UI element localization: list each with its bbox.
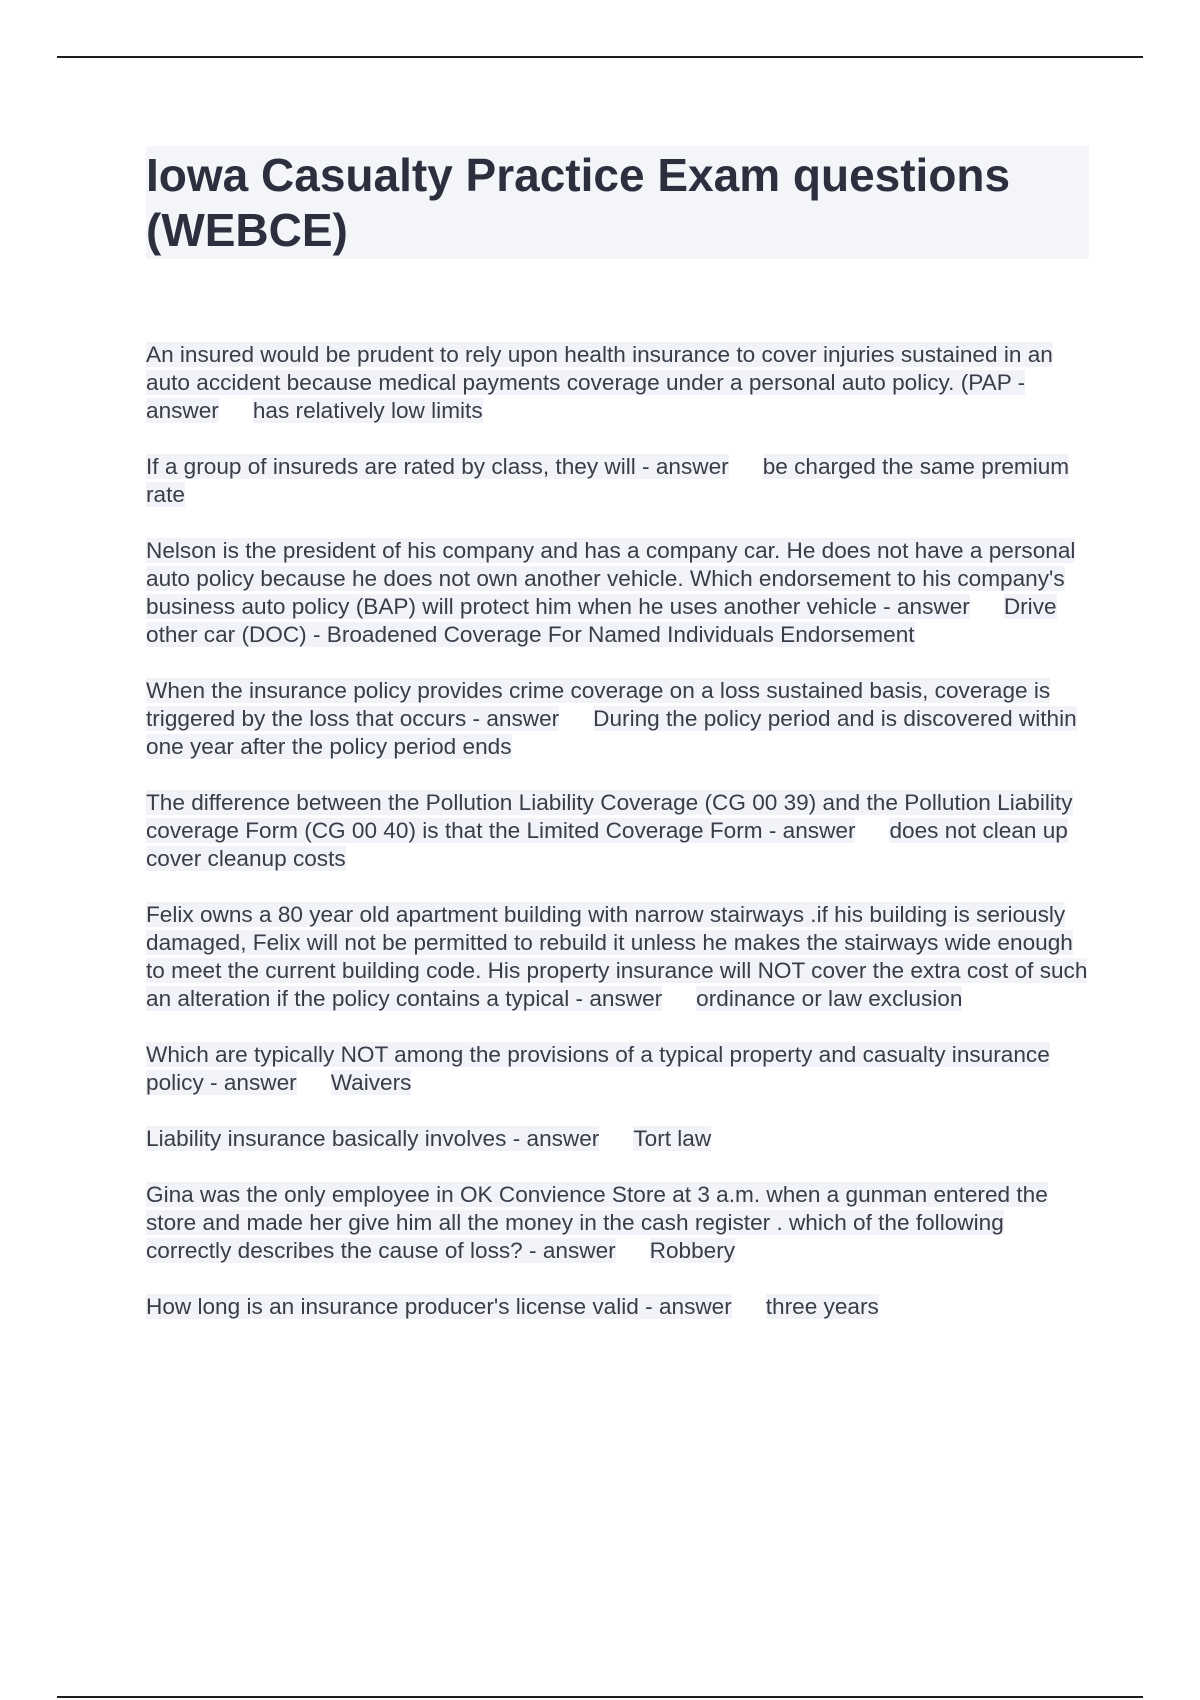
answer-separator: - answer — [466, 706, 560, 731]
question-text: Gina was the only employee in OK Convience Store at 3 a.m. when a gunman entered the store and made her give him all the money in the cash register . which of the following correctly describes the cause of loss? — [146, 1182, 1048, 1263]
answer-text: Tort law — [633, 1126, 712, 1151]
question-text: Liability insurance basically involves — [146, 1126, 507, 1151]
question-text: If a group of insureds are rated by class, they will — [146, 454, 636, 479]
top-rule — [57, 56, 1143, 58]
answer-text: Waivers — [330, 1070, 412, 1095]
answer-text: During the policy period and is discovered within one year after the policy period ends — [146, 706, 1077, 759]
answer-text: does not clean up cover cleanup costs — [146, 818, 1068, 871]
answer-text: has relatively low limits — [252, 398, 483, 423]
answer-separator: - answer — [146, 370, 1026, 423]
qa-item — [146, 677, 1091, 761]
answer-separator: - answer — [569, 986, 663, 1011]
answer-separator: - answer — [876, 594, 970, 619]
question-text: Which are typically NOT among the provisions of a typical property and casualty insurance policy — [146, 1042, 1050, 1095]
question-text: Nelson is the president of his company and has a company car. He does not have a personal auto policy because he does not own another vehicle. Which endorsement to his company's business auto policy (BAP) will protect him when he uses another vehicle — [146, 538, 1076, 619]
qa-item — [146, 1125, 1091, 1153]
qa-list — [146, 341, 1091, 1349]
qa-item — [146, 341, 1091, 425]
answer-text: three years — [765, 1294, 879, 1319]
bottom-rule — [57, 1696, 1143, 1698]
question-text: Felix owns a 80 year old apartment building with narrow stairways .if his building is seriously damaged, Felix will not be permitted to rebuild it unless he makes the stairways wide enough to meet the current building code. His property insurance will NOT cover the extra cost of such an alteration if the policy contains a typical — [146, 902, 1088, 1011]
answer-text: be charged the same premium rate — [146, 454, 1070, 507]
question-text: How long is an insurance producer's license valid — [146, 1294, 639, 1319]
answer-text: ordinance or law exclusion — [696, 986, 963, 1011]
question-text: When the insurance policy provides crime coverage on a loss sustained basis, coverage is triggered by the loss that occurs — [146, 678, 1051, 731]
answer-separator: - answer — [762, 818, 856, 843]
answer-separator: - answer — [203, 1070, 297, 1095]
answer-text: Robbery — [649, 1238, 736, 1263]
answer-text: Drive other car (DOC) - Broadened Coverage For Named Individuals Endorsement — [146, 594, 1057, 647]
qa-item — [146, 537, 1091, 649]
document-title: Iowa Casualty Practice Exam questions (WEBCE) — [146, 149, 1011, 256]
qa-item — [146, 453, 1091, 509]
qa-item — [146, 1181, 1091, 1265]
question-text: An insured would be prudent to rely upon health insurance to cover injuries sustained in an auto accident because medical payments coverage under a personal auto policy. (PAP — [146, 342, 1053, 395]
qa-item — [146, 1293, 1091, 1321]
answer-separator: - answer — [506, 1126, 600, 1151]
qa-item — [146, 901, 1091, 1013]
answer-separator: - answer — [635, 454, 729, 479]
answer-separator: - answer — [522, 1238, 616, 1263]
question-text: The difference between the Pollution Liability Coverage (CG 00 39) and the Pollution Liability coverage Form (CG 00 40) is that the Limited Coverage Form — [146, 790, 1073, 843]
qa-item — [146, 789, 1091, 873]
qa-item — [146, 1041, 1091, 1097]
title-block — [146, 146, 1089, 259]
answer-separator: - answer — [638, 1294, 732, 1319]
